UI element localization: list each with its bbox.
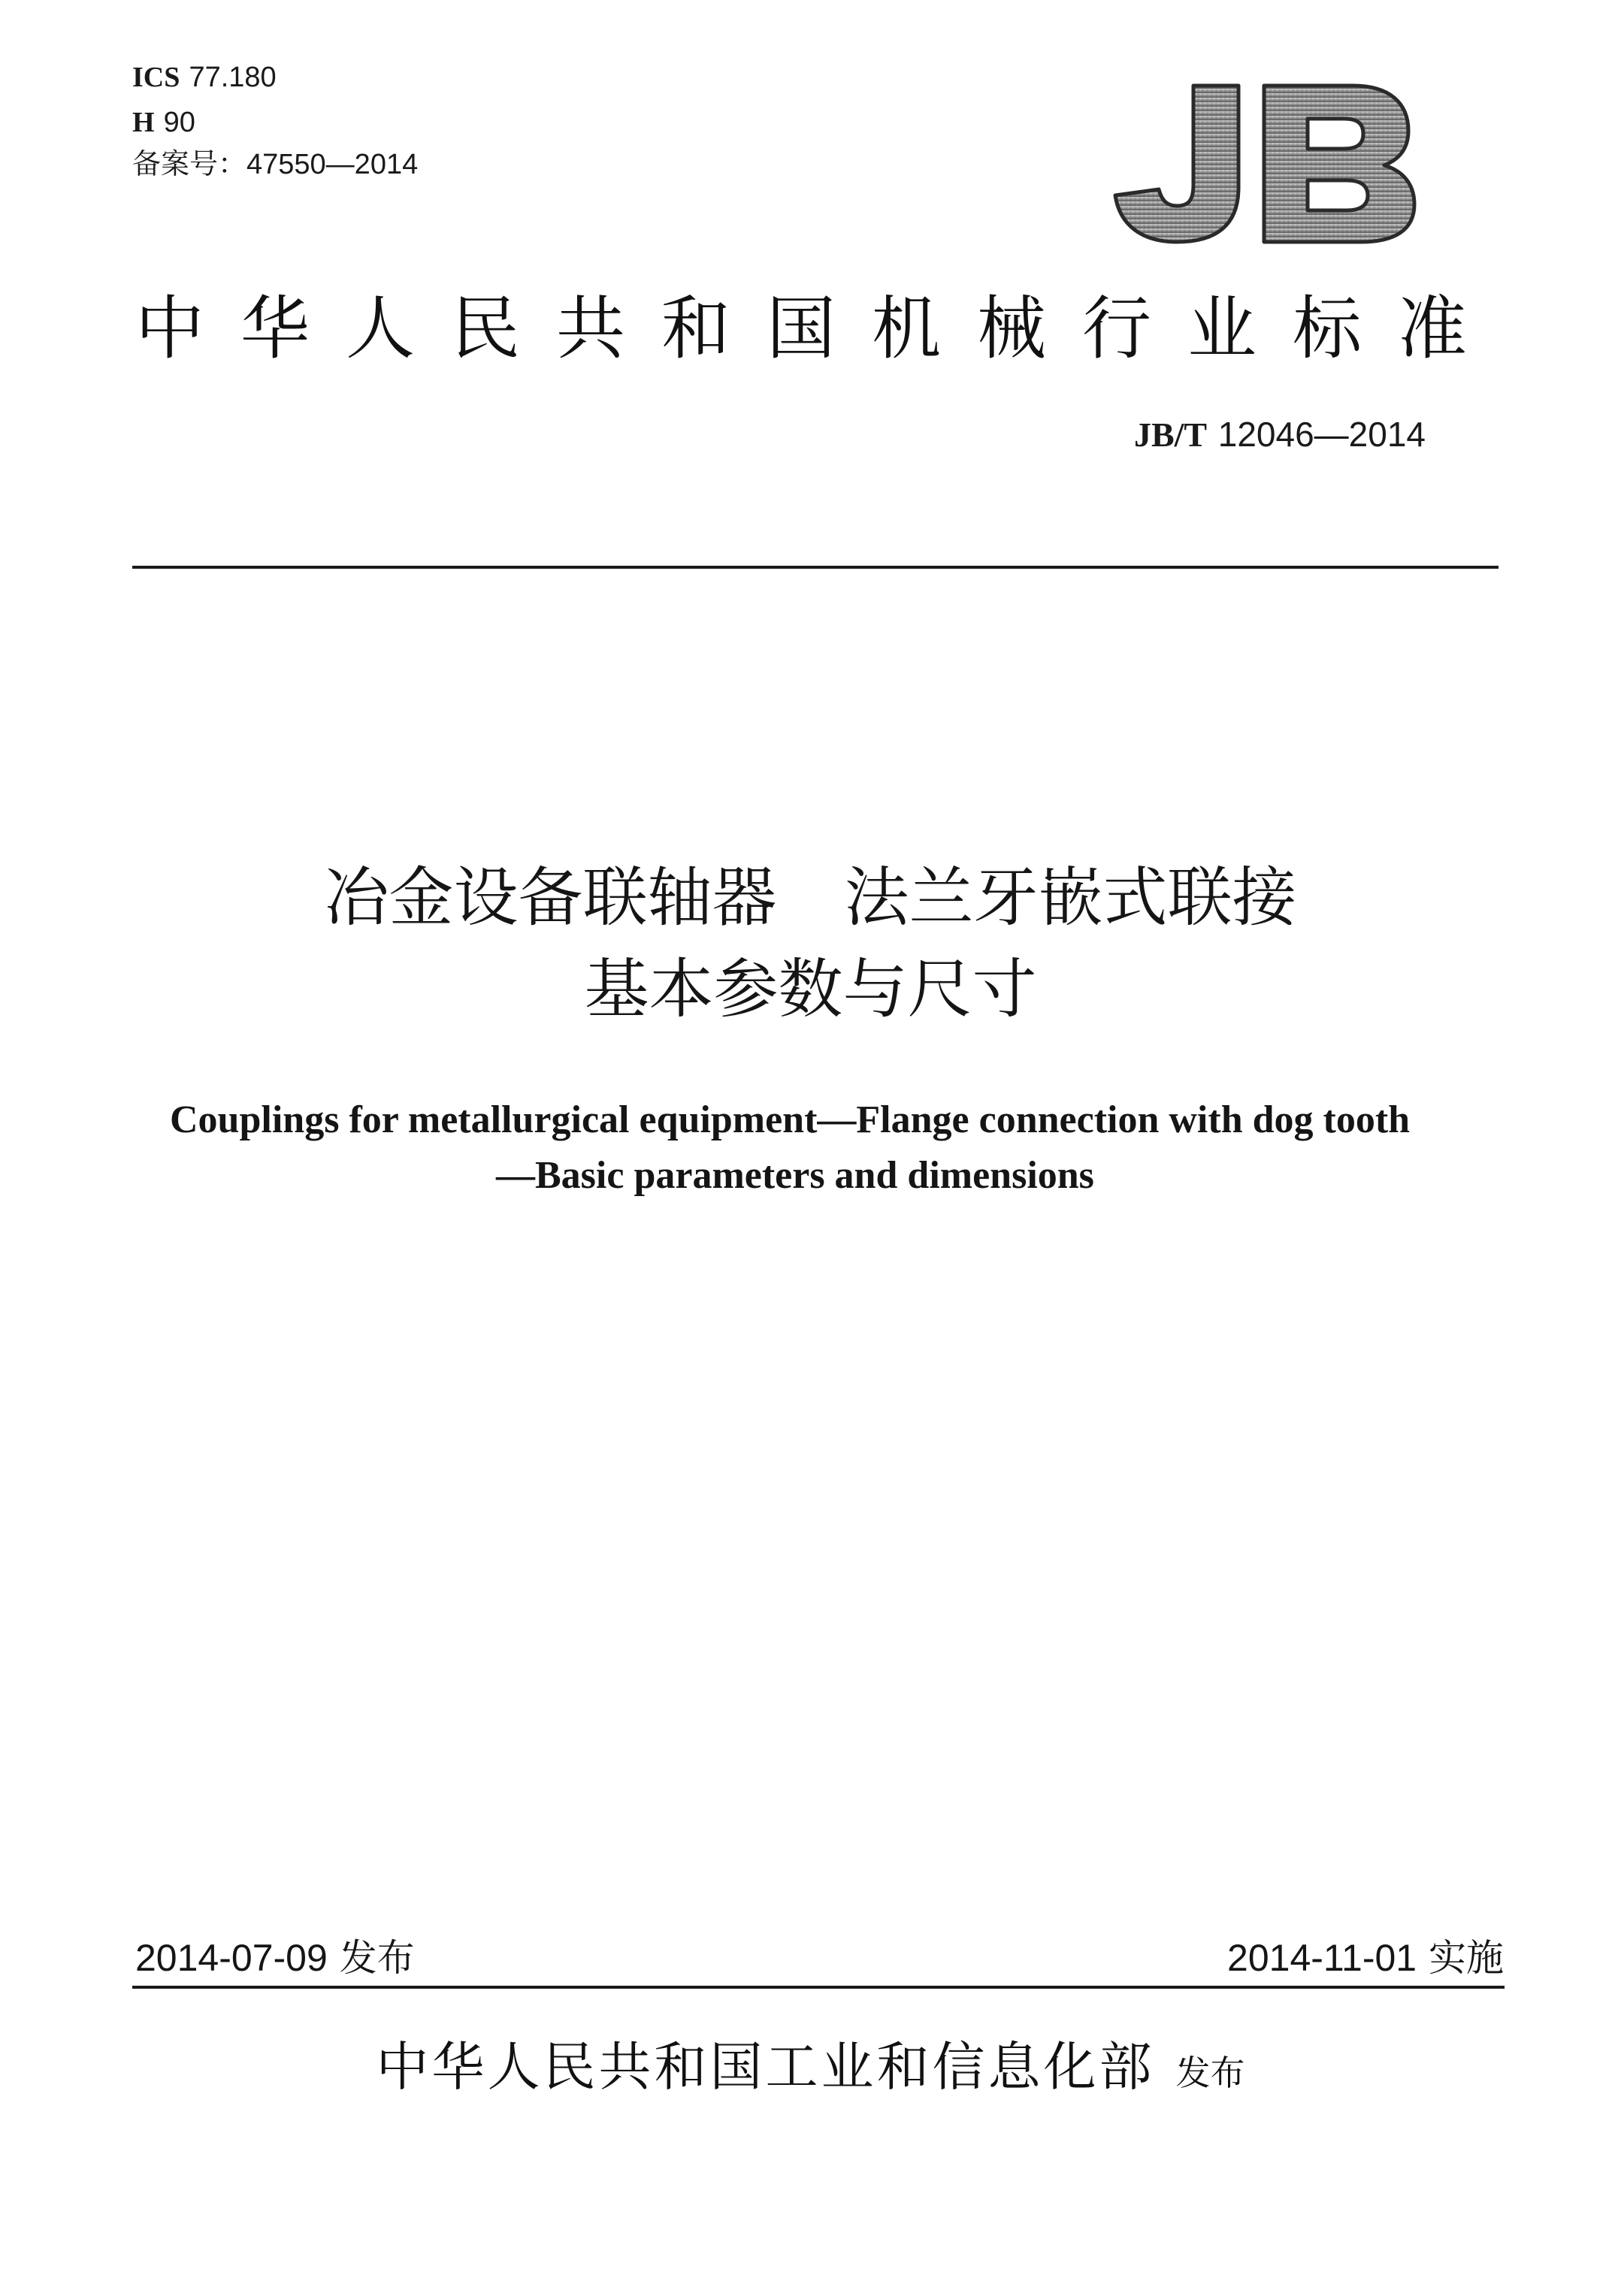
ics-label: ICS	[132, 62, 180, 93]
ccs-label: H	[132, 107, 155, 138]
standard-title: 中华人民共和国机械行业标准	[135, 289, 1504, 369]
record-number	[132, 147, 418, 181]
issue-date	[135, 1934, 415, 1982]
ics-value: 77.180	[189, 62, 277, 93]
record-label: 备案号：	[132, 147, 247, 180]
standard-number-prefix: JB/T	[1133, 415, 1208, 454]
issue-date-value: 2014-07-09	[135, 1937, 328, 1979]
en-title-line-1: Couplings for metallurgical equipment—Flange connection with dog tooth	[170, 1098, 1411, 1141]
issuer-action: 发布	[1175, 2053, 1245, 2093]
cn-title-line-1	[0, 856, 1621, 939]
jb-logo-letters	[1115, 86, 1414, 242]
top-divider	[132, 566, 1499, 569]
ccs-code	[132, 105, 195, 139]
en-title-line-2: —Basic parameters and dimensions	[496, 1154, 1094, 1197]
issuer	[0, 2033, 1621, 2107]
cn-title-line-2: 基本参数与尺寸	[584, 952, 1037, 1027]
cn-title-part-1: 冶金设备联轴器	[324, 860, 777, 935]
jb-logo-letter-j	[1115, 86, 1238, 242]
issue-date-label: 发布	[339, 1936, 415, 1980]
standard-number	[1134, 413, 1426, 456]
issuer-name: 中华人民共和国工业和信息化部	[376, 2036, 1155, 2098]
implementation-date-label: 实施	[1429, 1936, 1504, 1980]
cn-title-part-2: 法兰牙嵌式联接	[844, 860, 1297, 935]
jb-logo-letter-b	[1264, 86, 1414, 242]
bottom-divider	[132, 1986, 1505, 1989]
implementation-date-value: 2014-11-01	[1227, 1937, 1417, 1979]
ics-code	[132, 60, 277, 94]
standard-number-value: 12046—2014	[1217, 415, 1426, 454]
implementation-date	[1227, 1934, 1504, 1982]
ccs-value: 90	[163, 107, 195, 138]
record-value: 47550—2014	[246, 149, 419, 180]
jb-logo	[1105, 75, 1420, 248]
